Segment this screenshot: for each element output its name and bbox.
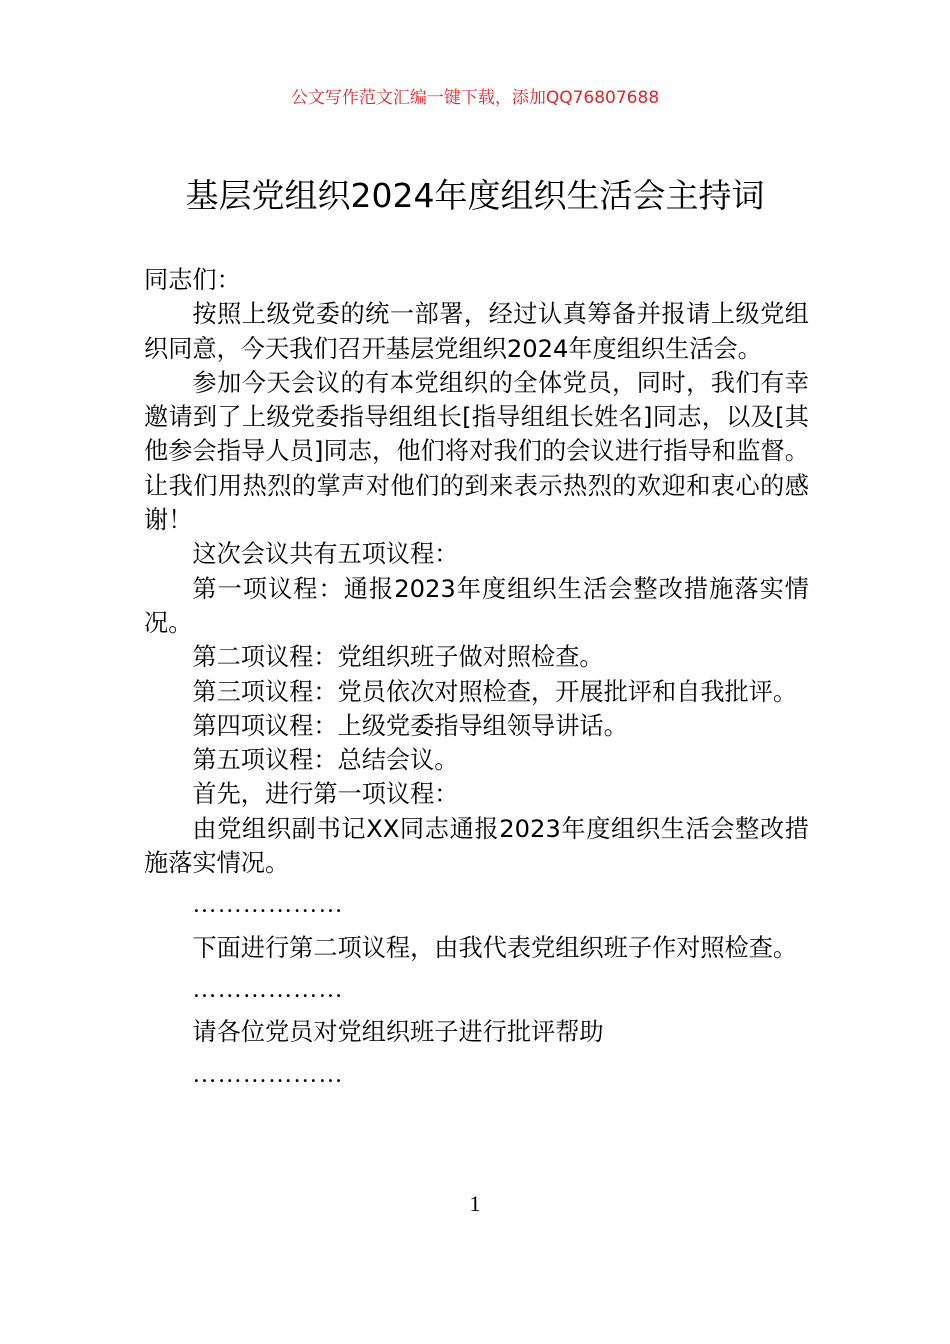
agenda-item-5: 第五项议程：总结会议。 <box>192 746 459 775</box>
agenda-item-3: 第三项议程：党员依次对照检查，开展批评和自我批评。 <box>192 677 798 706</box>
paragraph-attendees: 参加今天会议的有本党组织的全体党员，同时，我们有幸邀请到了上级党委指导组组长[指导组组长姓名]同志，以及[其他参会指导人员]同志，他们将对我们的会议进行指导和监督。让我们用热烈的掌声对他们的到来表示热烈的欢迎和衷心的感谢！ <box>144 368 809 535</box>
page-number: 1 <box>469 1191 481 1216</box>
agenda-item-2: 第二项议程：党组织班子做对照检查。 <box>192 643 604 672</box>
ellipsis-2: ……………… <box>192 975 344 1003</box>
paragraph-criticism: 请各位党员对党组织班子进行批评帮助 <box>192 1018 604 1047</box>
ellipsis-3: ……………… <box>192 1060 344 1088</box>
salutation: 同志们： <box>144 266 241 294</box>
paragraph-second-item: 下面进行第二项议程，由我代表党组织班子作对照检查。 <box>192 933 798 962</box>
document-body <box>144 263 809 1100</box>
agenda-item-4: 第四项议程：上级党委指导组领导讲话。 <box>192 711 628 740</box>
paragraph-intro: 按照上级党委的统一部署，经过认真筹备并报请上级党组织同意，今天我们召开基层党组织2024年度组织生活会。 <box>144 300 809 363</box>
agenda-item-1: 第一项议程：通报2023年度组织生活会整改措施落实情况。 <box>144 574 809 637</box>
document-title: 基层党组织2024年度组织生活会主持词 <box>185 176 765 215</box>
download-banner: 公文写作范文汇编一键下载，添加QQ76807688 <box>290 88 660 108</box>
ellipsis-1: ……………… <box>192 891 344 919</box>
paragraph-report: 由党组织副书记XX同志通报2023年度组织生活会整改措施落实情况。 <box>144 814 809 878</box>
paragraph-agenda-intro: 这次会议共有五项议程： <box>192 540 459 569</box>
paragraph-first-item: 首先，进行第一项议程： <box>192 780 459 809</box>
